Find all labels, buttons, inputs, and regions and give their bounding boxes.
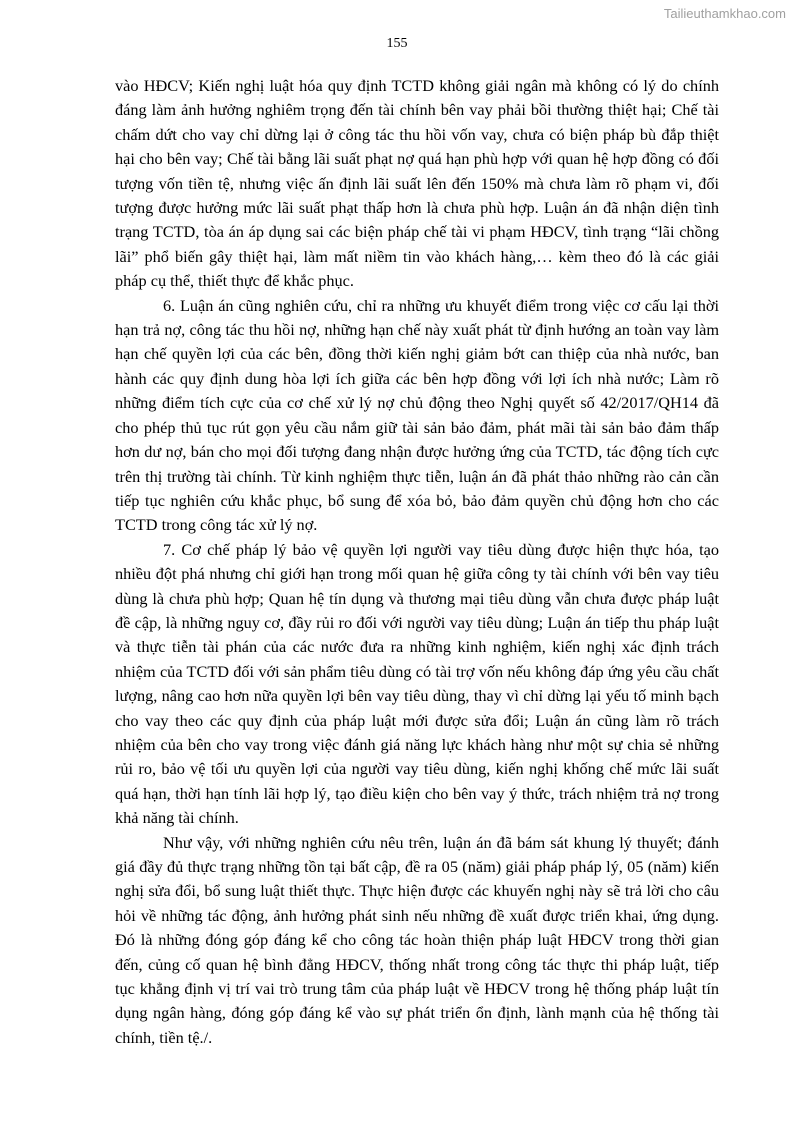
paragraph-conclusion: Như vậy, với những nghiên cứu nêu trên, luận án đã bám sát khung lý thuyết; đánh giá đầy đủ thực trạng những tồn tại bất cập, đề ra 05 (năm) giải pháp pháp lý, 05 (năm) kiến nghị sửa đổi, bổ sung luật thiết thực. Thực hiện được các khuyến nghị này sẽ trả lời cho câu hỏi về những tác động, ảnh hưởng phát sinh nếu những đề xuất được triển khai, ứng dụng. Đó là những đóng góp đáng kể cho công tác hoàn thiện pháp luật HĐCV trong thời gian đến, củng cố quan hệ bình đẳng HĐCV, thống nhất trong công tác thực thi pháp luật, tiếp tục khẳng định vị trí vai trò trung tâm của pháp luật về HĐCV trong hệ thống pháp luật tín dụng ngân hàng, đóng góp đáng kể vào sự phát triển ổn định, lành mạnh của hệ thống tài chính, tiền tệ./. <box>115 832 719 1047</box>
paragraph-item-6: 6. Luận án cũng nghiên cứu, chỉ ra những ưu khuyết điểm trong việc cơ cấu lại thời hạn trả nợ, công tác thu hồi nợ, những hạn chế này xuất phát từ định hướng an toàn vay làm hạn chế quyền lợi của các bên, đồng thời kiến nghị giảm bớt can thiệp của nhà nước, ban hành các quy định dung hòa lợi ích giữa các bên hợp đồng với lợi ích nhà nước; Làm rõ những điểm tích cực của cơ chế xử lý nợ chủ động theo Nghị quyết số 42/2017/QH14 đã cho phép thủ tục rút gọn yêu cầu nắm giữ tài sản bảo đảm, phát mãi tài sản bảo đảm thấp hơn dư nợ, bán cho mọi đối tượng đang nhận được hưởng ứng của TCTD, tác động tích cực trên thị trường tài chính. Từ kinh nghiệm thực tiễn, luận án đã phát thảo những rào cản cần tiếp tục nghiên cứu khắc phục, bổ sung để xóa bỏ, bảo đảm quyền chủ động hơn cho các TCTD trong công tác xử lý nợ. <box>115 295 719 535</box>
paragraph-continuation: vào HĐCV; Kiến nghị luật hóa quy định TCTD không giải ngân mà không có lý do chính đáng làm ảnh hưởng nghiêm trọng đến tài chính bên vay phải bồi thường thiệt hại; Chế tài chấm dứt cho vay chỉ dừng lại ở công tác thu hồi vốn vay, chưa có biện pháp bù đắp thiệt hại cho bên vay; Chế tài bằng lãi suất phạt nợ quá hạn phù hợp với quan hệ hợp đồng có đối tượng vốn tiền tệ, nhưng việc ấn định lãi suất lên đến 150% mà chưa làm rõ phạm vi, đối tượng được hưởng mức lãi suất phạt thấp hơn là chưa phù hợp. Luận án đã nhận diện tình trạng TCTD, tòa án áp dụng sai các biện pháp chế tài vi phạm HĐCV, tình trạng “lãi chồng lãi” phổ biến gây thiệt hại, làm mất niềm tin vào khách hàng,… kèm theo đó là các giải pháp cụ thể, thiết thực để khắc phục. <box>115 76 719 291</box>
paragraph-item-7: 7. Cơ chế pháp lý bảo vệ quyền lợi người vay tiêu dùng được hiện thực hóa, tạo nhiều đột phá nhưng chỉ giới hạn trong mối quan hệ giữa công ty tài chính với bên vay tiêu dùng là chưa phù hợp; Quan hệ tín dụng và thương mại tiêu dùng vẫn chưa được pháp luật đề cập, là những nguy cơ, đầy rủi ro đối với người vay tiêu dùng; Luận án tiếp thu pháp luật và thực tiễn tài phán của các nước đưa ra những kinh nghiệm, kiến nghị xác định trách nhiệm của TCTD đối với sản phẩm tiêu dùng có tài trợ vốn nếu không đáp ứng yêu cầu chất lượng, nâng cao hơn nữa quyền lợi bên vay tiêu dùng, thay vì chỉ dừng lại yếu tố minh bạch cho vay theo các quy định của pháp luật mới được sửa đổi; Luận án cũng làm rõ trách nhiệm của bên cho vay trong việc đánh giá năng lực khách hàng như một sự chia sẻ những rủi ro, bảo vệ tối ưu quyền lợi của người vay tiêu dùng, kiến nghị khống chế mức lãi suất quá hạn, thời hạn tính lãi hợp lý, tạo điều kiện cho bên vay ý thức, trách nhiệm trả nợ trong khả năng tài chính. <box>115 539 719 828</box>
page-number: 155 <box>386 36 408 51</box>
document-body <box>115 74 719 1050</box>
watermark-text: Tailieuthamkhao.com <box>663 6 786 21</box>
